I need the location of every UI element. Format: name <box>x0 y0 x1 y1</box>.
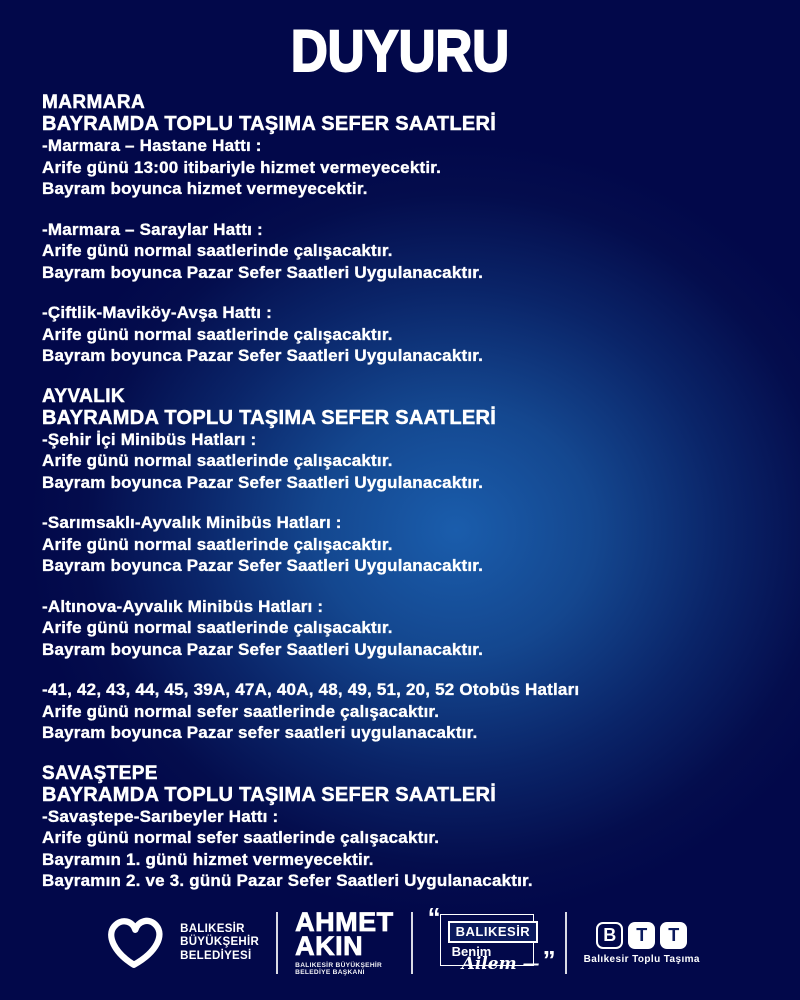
schedule-section <box>42 92 770 367</box>
btt-letter-b: B <box>596 922 623 949</box>
region-name: MARMARA <box>42 92 146 113</box>
mayor-signature <box>295 906 394 977</box>
route-entry <box>42 302 770 367</box>
slogan-word-balikesir: BALIKESİR <box>448 921 539 943</box>
municipality-logo <box>100 906 259 981</box>
footer-divider <box>411 912 413 974</box>
schedule-info-line: Arife günü normal sefer saatlerinde çalışacaktır. <box>42 828 440 847</box>
section-heading: BAYRAMDA TOPLU TAŞIMA SEFER SAATLERİ <box>42 783 497 806</box>
schedule-info-line: Arife günü normal saatlerinde çalışacaktır. <box>42 451 393 470</box>
schedule-info-line: Arife günü normal saatlerinde çalışacaktır. <box>42 241 393 260</box>
schedule-info-line: Bayramın 1. günü hizmet vermeyecektir. <box>42 849 374 869</box>
mayor-name-line2: AKIN <box>295 930 364 961</box>
route-entry <box>42 596 770 661</box>
footer-divider <box>565 912 567 974</box>
schedule-info-line: Bayram boyunca Pazar sefer saatleri uygulanacaktır. <box>42 723 478 742</box>
route-entry <box>42 679 770 744</box>
municipality-name-line1: BALIKESİR <box>180 922 245 935</box>
btt-logo <box>584 922 700 965</box>
schedule-info-line: Arife günü normal sefer saatlerinde çalışacaktır. <box>42 701 440 721</box>
municipality-name-line3: BELEDİYESİ <box>180 949 252 962</box>
schedule-info-line: Bayram boyunca Pazar Sefer Saatleri Uygulanacaktır. <box>42 346 484 365</box>
schedule-info-line: Bayramın 2. ve 3. günü Pazar Sefer Saatleri Uygulanacaktır. <box>42 871 533 890</box>
municipality-name-line2: BÜYÜKŞEHİR <box>180 936 260 949</box>
btt-letter-boxes <box>596 922 687 949</box>
mayor-caption-line1: BALIKESİR BÜYÜKŞEHİR <box>295 961 383 969</box>
btt-letter-t1: T <box>628 922 655 949</box>
route-name: -Marmara – Saraylar Hattı : <box>42 219 263 239</box>
schedule-info-line: Arife günü normal saatlerinde çalışacaktır. <box>42 534 393 554</box>
schedule-section <box>42 763 770 892</box>
schedule-info-line: Bayram boyunca Pazar Sefer Saatleri Uygulanacaktır. <box>42 639 484 659</box>
section-heading: BAYRAMDA TOPLU TAŞIMA SEFER SAATLERİ <box>42 113 497 135</box>
route-entry <box>42 219 770 284</box>
schedule-info-line: Bayram boyunca Pazar Sefer Saatleri Uygulanacaktır. <box>42 472 484 492</box>
slogan-word-ailem: Ailem — <box>461 954 540 974</box>
schedule-info-line: Arife günü normal saatlerinde çalışacaktır. <box>42 324 393 344</box>
sections-container <box>42 92 770 911</box>
page-title: DUYURU <box>290 19 510 84</box>
footer <box>0 900 800 986</box>
route-name: -Marmara – Hastane Hattı : <box>42 136 262 155</box>
route-entry <box>42 429 770 494</box>
schedule-info-line: Arife günü 13:00 itibariyle hizmet vermeyecektir. <box>42 157 442 177</box>
mayor-caption-line2: BELEDİYE BAŞKANI <box>295 969 365 976</box>
schedule-info-line: Arife günü normal saatlerinde çalışacaktır. <box>42 618 393 637</box>
close-quote-icon: ” <box>542 945 554 975</box>
mayor-name-line1: AHMET <box>295 906 394 937</box>
region-name: AYVALIK <box>42 385 126 407</box>
route-name: -Sarımsaklı-Ayvalık Minibüs Hatları : <box>42 513 342 532</box>
schedule-info-line: Bayram boyunca Pazar Sefer Saatleri Uygulanacaktır. <box>42 556 484 575</box>
route-entry <box>42 135 770 200</box>
schedule-info-line: Bayram boyunca Pazar Sefer Saatleri Uygulanacaktır. <box>42 262 484 282</box>
schedule-section <box>42 386 770 744</box>
btt-caption: Balıkesir Toplu Taşıma <box>583 953 700 965</box>
route-entry <box>42 806 770 892</box>
route-name: -Şehir İçi Minibüs Hatları : <box>42 429 257 449</box>
municipality-name <box>180 923 259 964</box>
route-name: -Altınova-Ayvalık Minibüs Hatları : <box>42 596 324 616</box>
heart-icon <box>100 906 172 981</box>
route-name: -41, 42, 43, 44, 45, 39A, 47A, 40A, 48, 49, 51, 20, 52 Otobüs Hatları <box>42 680 580 699</box>
schedule-info-line: Bayram boyunca hizmet vermeyecektir. <box>42 179 368 198</box>
section-heading: BAYRAMDA TOPLU TAŞIMA SEFER SAATLERİ <box>42 406 497 429</box>
region-name: SAVAŞTEPE <box>42 762 158 784</box>
route-name: -Savaştepe-Sarıbeyler Hattı : <box>42 806 279 826</box>
mayor-caption <box>295 962 394 977</box>
route-entry <box>42 512 770 577</box>
footer-divider <box>276 912 278 974</box>
route-name: -Çiftlik-Maviköy-Avşa Hattı : <box>42 303 272 322</box>
open-quote-icon: “ <box>427 902 439 932</box>
slogan-word-benim: Benim <box>451 944 492 959</box>
slogan-logo <box>427 902 554 978</box>
btt-letter-t2: T <box>660 922 687 949</box>
